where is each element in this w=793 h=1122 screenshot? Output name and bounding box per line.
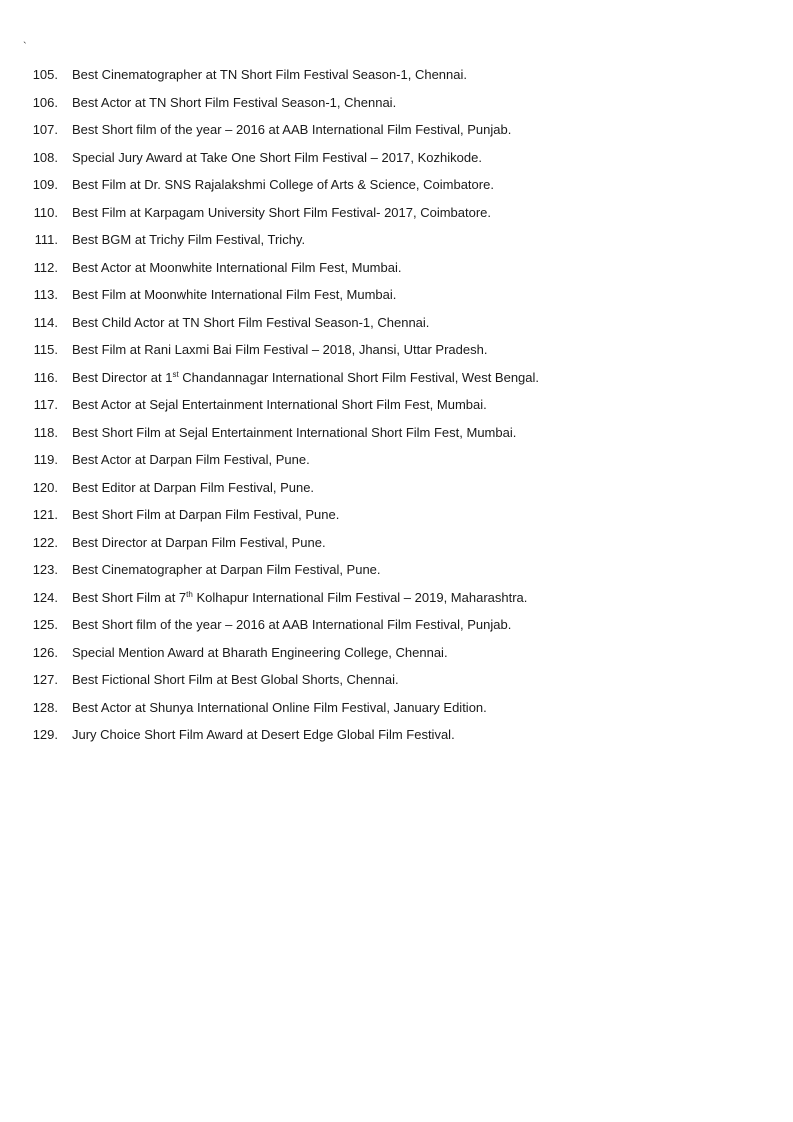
award-text — [72, 561, 381, 579]
award-number: 121. — [32, 507, 58, 522]
award-number: 108. — [32, 149, 58, 165]
list-item — [0, 314, 793, 342]
list-item — [0, 204, 793, 232]
award-number: 126. — [32, 644, 58, 660]
award-text — [72, 66, 467, 84]
list-item — [0, 561, 793, 589]
award-number: 124. — [32, 589, 58, 605]
list-item — [0, 589, 793, 617]
award-number: 106. — [32, 94, 58, 110]
award-text — [72, 121, 511, 139]
list-item — [0, 726, 793, 754]
award-text-segment: Best Editor at Darpan Film Festival, Pune. — [72, 479, 315, 495]
list-item — [0, 286, 793, 314]
award-text — [72, 589, 527, 607]
award-number: 118. — [33, 424, 58, 440]
award-text-segment: Best Actor at Moonwhite International Film Fest, Mumbai. — [72, 259, 402, 275]
award-text-segment: Best Actor at Darpan Film Festival, Pune. — [72, 452, 310, 467]
award-text-segment: Best Film at Rani Laxmi Bai Film Festival – 2018, Jhansi, Uttar Pradesh. — [72, 342, 488, 357]
award-number: 107. — [32, 122, 58, 137]
list-item — [0, 231, 793, 259]
award-number: 112. — [33, 259, 58, 275]
award-text — [72, 726, 455, 744]
award-number: 105. — [32, 67, 58, 82]
award-number: 120. — [32, 479, 58, 495]
award-text-segment: Best Director at 1 — [72, 369, 173, 385]
award-text-segment: Best Actor at TN Short Film Festival Season-1, Chennai. — [72, 94, 397, 110]
list-item — [0, 259, 793, 287]
list-item — [0, 671, 793, 699]
award-text-segment: Best Director at Darpan Film Festival, Pune. — [72, 534, 326, 550]
award-text — [72, 314, 429, 332]
award-text-segment: Best Short Film at Sejal Entertainment International Short Film Fest, Mumbai. — [72, 424, 517, 440]
list-item — [0, 369, 793, 397]
award-text-segment: Jury Choice Short Film Award at Desert Edge Global Film Festival. — [72, 727, 455, 742]
award-number: 127. — [32, 672, 58, 687]
award-text — [72, 451, 310, 469]
ordinal-suffix: st — [172, 369, 179, 379]
award-text — [72, 149, 482, 167]
award-text-segment: Best Actor at Shunya International Online Film Festival, January Edition. — [72, 699, 487, 715]
list-item — [0, 534, 793, 562]
award-text — [72, 671, 399, 689]
award-text-segment: Best Actor at Sejal Entertainment International Short Film Fest, Mumbai. — [72, 397, 487, 412]
award-number: 114. — [33, 314, 58, 330]
award-text-segment: Chandannagar International Short Film Festival, West Bengal. — [178, 369, 540, 385]
award-number: 122. — [32, 534, 58, 550]
ordinal-suffix: th — [186, 589, 193, 599]
list-item — [0, 451, 793, 479]
list-item — [0, 121, 793, 149]
award-number: 128. — [32, 699, 58, 715]
award-text-segment: Special Mention Award at Bharath Engineering College, Chennai. — [72, 644, 448, 660]
award-text — [72, 259, 401, 277]
list-item — [0, 644, 793, 672]
award-number: 115. — [33, 342, 58, 357]
award-text — [72, 369, 539, 387]
award-number: 123. — [32, 562, 58, 577]
award-text — [72, 176, 494, 194]
list-item — [0, 341, 793, 369]
award-text-segment: Best Cinematographer at TN Short Film Festival Season-1, Chennai. — [72, 67, 467, 82]
award-text — [72, 341, 487, 359]
award-text-segment: Best Short film of the year – 2016 at AAB International Film Festival, Punjab. — [72, 122, 512, 137]
award-text — [72, 506, 339, 524]
award-text-segment: Best Short film of the year – 2016 at AAB International Film Festival, Punjab. — [72, 617, 512, 632]
award-text — [72, 699, 487, 717]
award-text — [72, 286, 396, 304]
award-text — [72, 204, 491, 222]
award-number: 113. — [33, 287, 58, 302]
award-text — [72, 94, 396, 112]
award-number: 110. — [33, 204, 58, 220]
award-text — [72, 396, 487, 414]
award-text-segment: Kolhapur International Film Festival – 2019, Maharashtra. — [192, 589, 528, 605]
award-number: 116. — [33, 369, 58, 385]
list-item — [0, 699, 793, 727]
award-number: 111. — [34, 232, 58, 247]
award-text — [72, 424, 516, 442]
award-text-segment: Best Fictional Short Film at Best Global Shorts, Chennai. — [72, 672, 399, 687]
list-item — [0, 479, 793, 507]
award-text-segment: Best Short Film at 7 — [72, 589, 187, 605]
list-item — [0, 396, 793, 424]
award-text-segment: Best BGM at Trichy Film Festival, Trichy. — [72, 232, 306, 247]
list-item — [0, 506, 793, 534]
award-text — [72, 231, 305, 249]
award-text-segment: Best Cinematographer at Darpan Film Festival, Pune. — [72, 562, 381, 577]
list-item — [0, 616, 793, 644]
list-item — [0, 66, 793, 94]
list-item — [0, 94, 793, 122]
award-number: 119. — [33, 452, 58, 467]
award-number: 125. — [32, 617, 58, 632]
award-list — [0, 66, 793, 754]
award-text-segment: Best Short Film at Darpan Film Festival, Pune. — [72, 507, 340, 522]
list-item — [0, 176, 793, 204]
award-text — [72, 644, 448, 662]
award-text-segment: Best Film at Dr. SNS Rajalakshmi College of Arts & Science, Coimbatore. — [72, 177, 494, 192]
stray-mark: ` — [23, 41, 27, 53]
award-text-segment: Best Film at Moonwhite International Film Fest, Mumbai. — [72, 287, 397, 302]
list-item — [0, 424, 793, 452]
list-item — [0, 149, 793, 177]
award-text-segment: Best Child Actor at TN Short Film Festival Season-1, Chennai. — [72, 314, 430, 330]
award-number: 117. — [33, 397, 58, 412]
award-number: 129. — [32, 727, 58, 742]
award-text — [72, 534, 326, 552]
award-number: 109. — [32, 177, 58, 192]
award-text — [72, 479, 314, 497]
award-text-segment: Special Jury Award at Take One Short Film Festival – 2017, Kozhikode. — [72, 149, 482, 165]
award-text — [72, 616, 511, 634]
award-text-segment: Best Film at Karpagam University Short Film Festival- 2017, Coimbatore. — [72, 204, 492, 220]
